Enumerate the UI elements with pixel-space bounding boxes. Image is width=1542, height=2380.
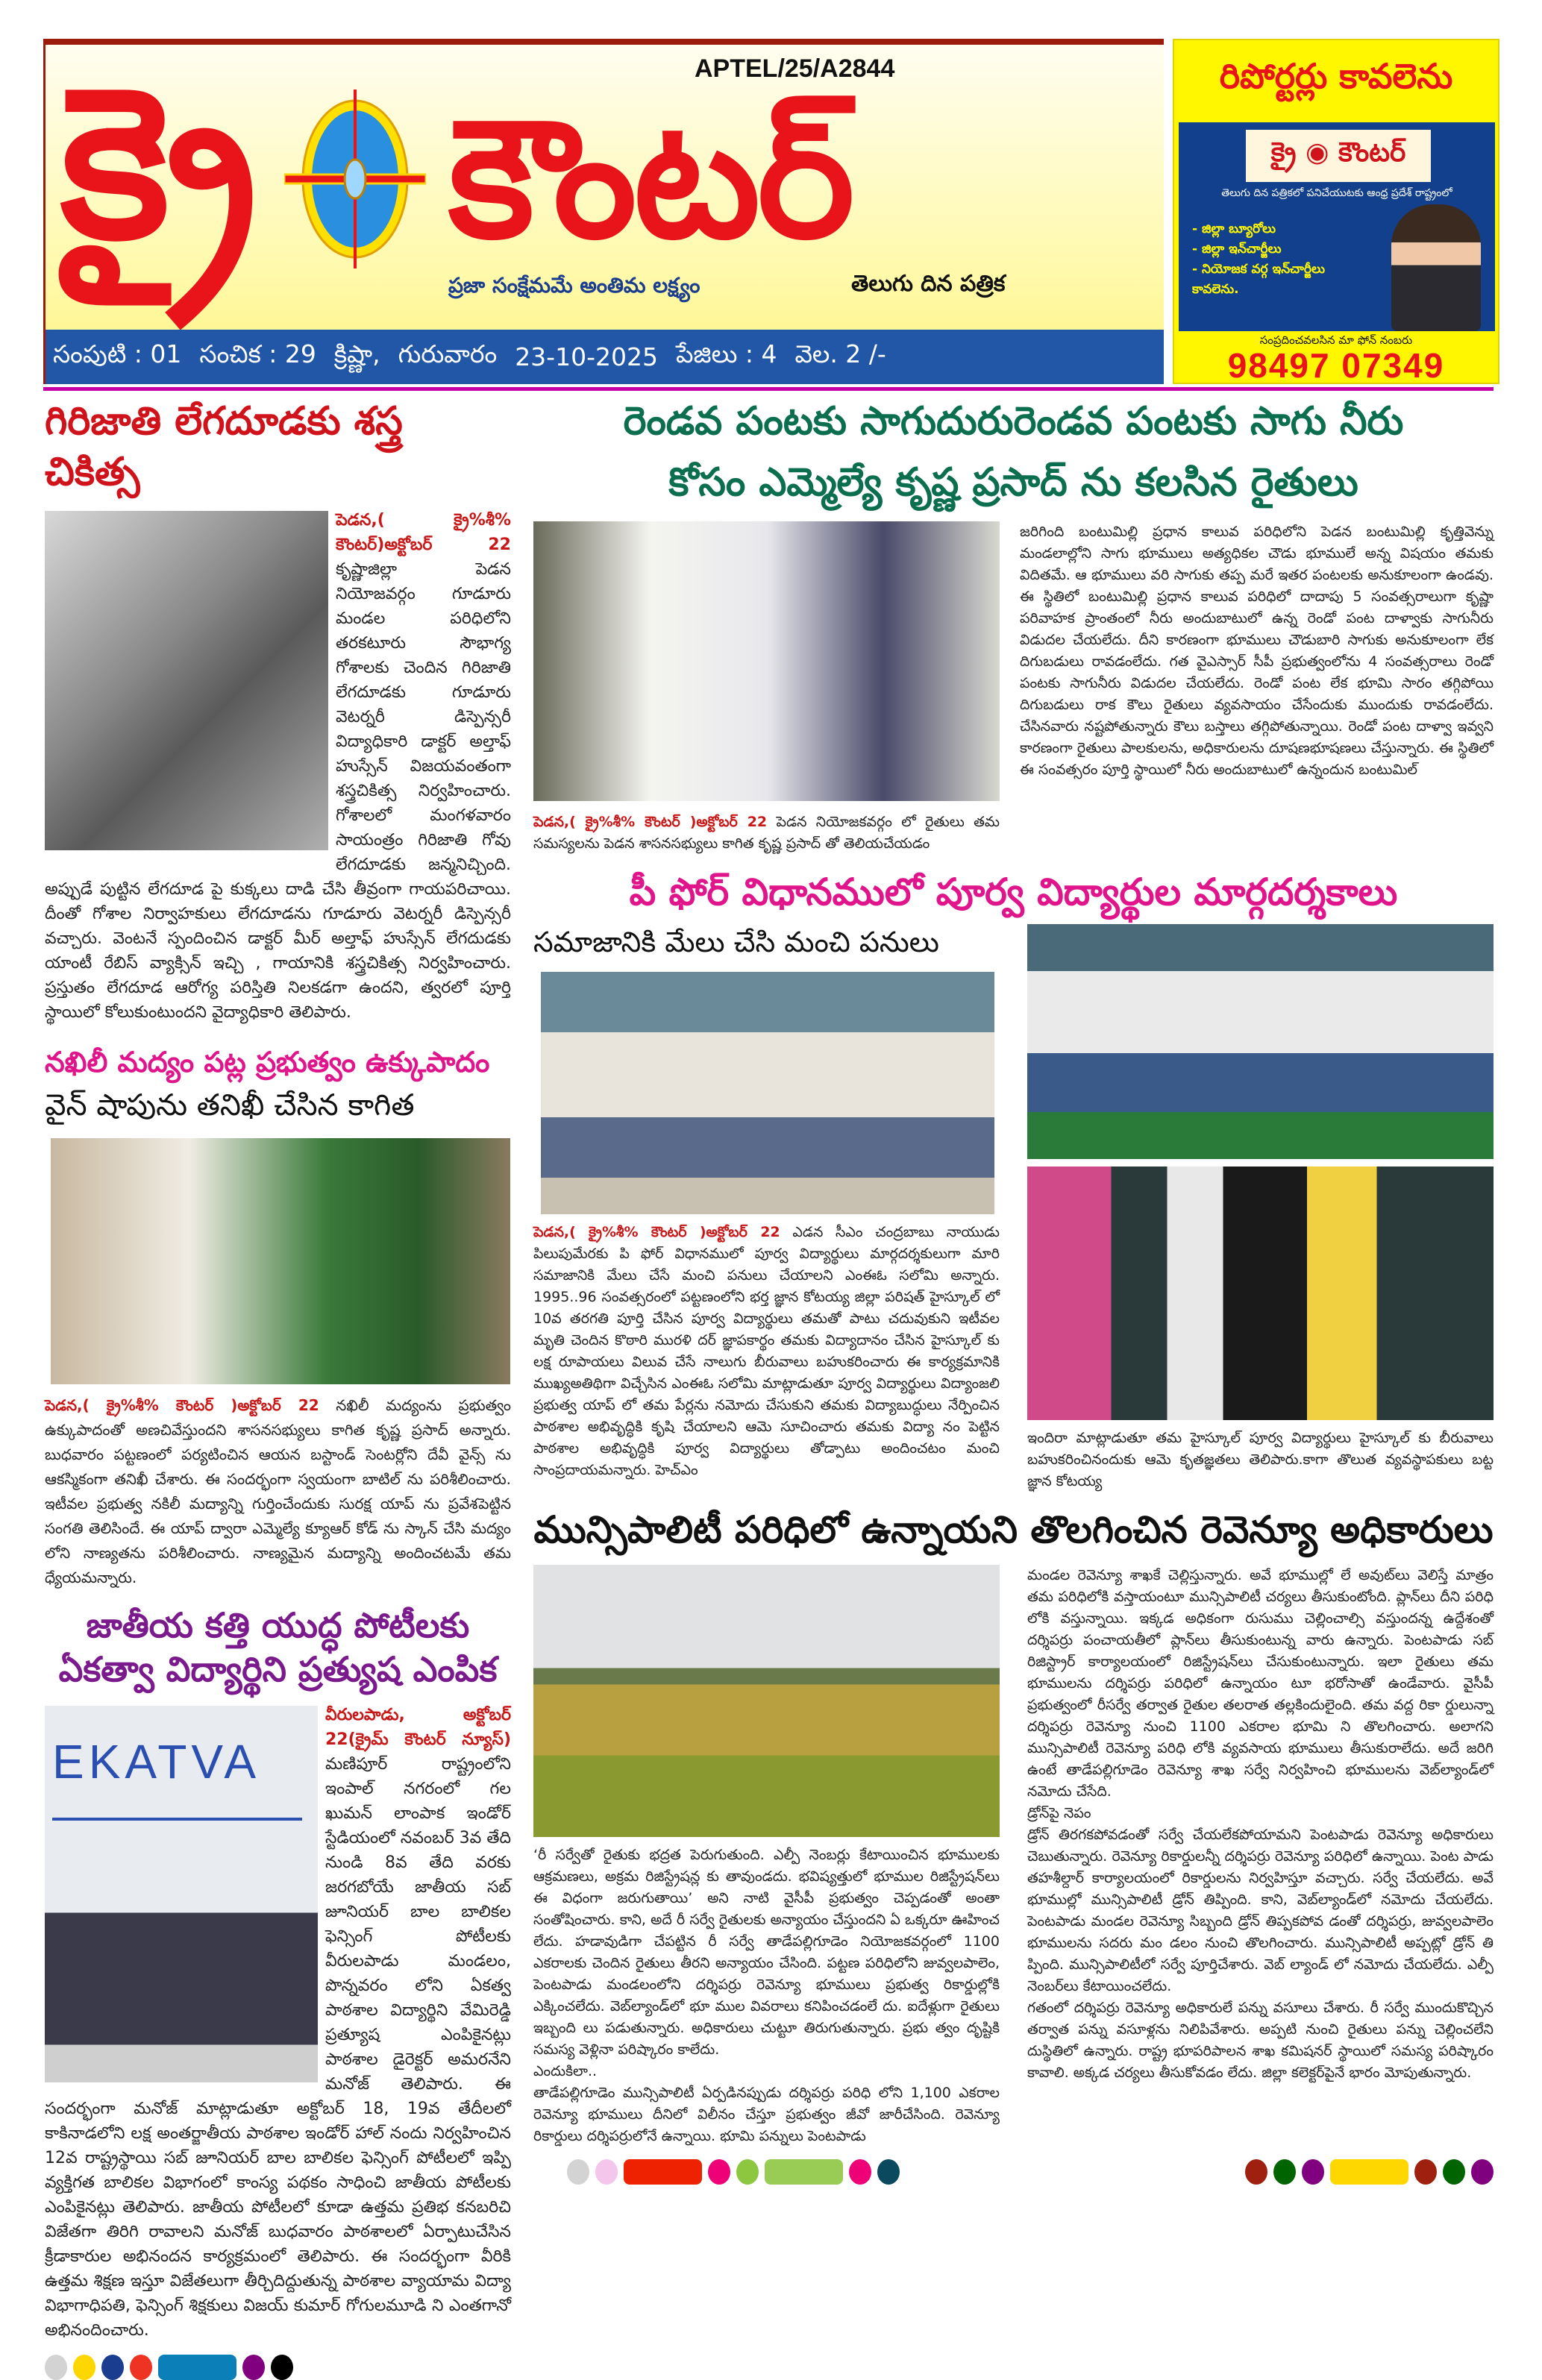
color-dot: [45, 2355, 67, 2380]
masthead: [43, 39, 1164, 384]
registration-number: APTEL/25/A2844: [695, 54, 895, 83]
ad-list: [1192, 219, 1382, 300]
ad-list-item: - నియోజక వర్గ ఇన్‌చార్జీలు: [1192, 262, 1325, 277]
color-strips-row: [533, 2159, 1494, 2185]
place: క్రిష్ణా,: [333, 339, 380, 368]
ad-list-item: - జిల్లా బ్యూరోలు: [1192, 222, 1276, 236]
ad-panel: [1179, 122, 1495, 331]
headline-revenue: మున్సిపాలిటీ పరిధిలో ఉన్నాయని తొలగించిన రెవెన్యూ అధికారులు: [533, 1508, 1494, 1552]
article-body: [533, 1222, 1000, 1481]
volume: సంపుటి : 01: [53, 339, 182, 368]
logo-text-left: క్రై: [60, 43, 257, 286]
article-body: [1027, 1565, 1494, 2084]
article-text: ‘రీ సర్వేతో రైతుకు భద్రత పెరుగుతుంది. ఎల్పీ నెంబర్లు కేటాయించిన భూములకు ఆక్రమణలు, అక్రమ రిజిస్ట్రేషన్ల కు తావుండదు. భవిష్యత్తులో భూముల రిజిస్ట్రేషన్‌లు ఈ విధంగా జరుగుతాయి’ అని నాటి వైసీపీ ప్రభుత్వం చెప్పడంతో అంతా సంతోషించారు. కాని, అదే రీ సర్వే రైతులకు అన్యాయం చేస్తుందని ఏ ఒక్కరూ ఊహించ లేదు. హడావుడిగా చేపట్టిన రీ సర్వే తాడేపల్లిగూడెం నియోజకవర్గంలో 1100 ఎకరాలకు చెందిన రైతులు తీరని అన్యాయం చేసింది. పట్టణ పరిధిలోని జువ్వలపాలెం, పెంటపాడు మండలంలోని దర్శిపర్రు రెవెన్యూ భూములు ప్రభుత్వ రికార్డుల్లోకి ఎక్కించలేదు. వెబ్‌ల్యాండ్‌లో భూ ముల వివరాలు కనిపించడంలే దు. ఐదేళ్లుగా రైతులు ఇబ్బంది లు పడుతున్నారు. అధికారులు చుట్టూ తిరుగుతున్నారు. ప్రభు త్వం దృష్టికి సమస్య వెళ్లినా పరిష్కారం కాలేదు.: [533, 1847, 1000, 2059]
divider: [43, 387, 1494, 391]
color-dot: [101, 2355, 124, 2380]
article-text: గతంలో దర్శిపర్రు రెవెన్యూ అధికారులే పన్ను వసూలు చేశారు. రీ సర్వే ముందుకొచ్చిన తర్వాత పన్ను వసూళ్లను నిలిపివేశారు. అప్పటి నుంచి రైతులు పన్ను చెల్లించలేని దుస్థితిలో ఉన్నారు. రాష్ట్ర భూపరిపాలన శాఖ కమిషనర్ స్థాయిలో సమస్య పరిష్కారం కావాలి. అక్కడ చర్యలు తీసుకోవడం లేదు. జిల్లా కలెక్టర్‌పైనే భారం మోపుతున్నారు.: [1027, 2000, 1494, 2082]
color-bar: [1330, 2159, 1408, 2185]
article-text: కుక్కలు దాడి చేసి తీవ్రంగా గాయపరిచాయి. దీంతో గోశాల నిర్వాహకులు లేగదూడను గూడూరు వెటర్నరీ డిస్పెన్సరీ వచ్చారు. వెంటనే స్పందించిన డాక్టర్ మీర్ అల్తాఫ్ హుస్సేన్ లేగదుడకు యాంటీ రేబిస్ వ్యాక్సిన్ ఇచ్చి , గాయానికి శస్త్రచికిత్స నిర్వహించారు. ప్రస్తుతం లేగదూడ ఆరోగ్య పరిస్తితి నిలకడగా ఉందని, త్వరలో పూర్తి స్థాయిలో కోలుకుంటుందని వైద్యాధికారి తెలిపారు.: [45, 880, 511, 1023]
color-dot: [1414, 2159, 1437, 2185]
headline-irrigation: [533, 397, 1494, 508]
headline-fencing-line1: జాతీయ కత్తి యుద్ధ పోటీలకు: [86, 1604, 470, 1645]
article-text: మండల రెవెన్యూ శాఖకే చెల్లిస్తున్నారు. అవే భూముల్లో లే అవుట్‌లు వెలిస్తే మాత్రం తమ పరిధిలోకి వస్తాయంటూ మున్సిపాలిటీ చర్యలు తీసుకుంటోంది. ప్లాన్‌లు దీని పరిధి లోకి వస్తున్నాయి. ఇక్కడ అధికంగా రుసుము చెల్లించాల్సి వస్తుందన్న ఉద్దేశంతో దర్శిపర్రు పంచాయతీలో ప్లాన్‌లు తీసుకుంటున్న వారు ఉన్నారు. పెంటపాడు సబ్ రిజిస్ట్రార్ కార్యాలయంలో రిజిస్ట్రేషన్‌లు చేసుకుంటున్నారు. ఇలా రైతులు తమ భూములను దర్శిపర్రు పరిధిలో ఉన్నాయం టూ భరోసాతో ఉండేవారు. వైసీపీ ప్రభుత్వంలో రీసర్వే తర్వాత రైతుల తలరాత తల్లకిందులైంది. తమ వద్ద రికా ర్డులున్నా దర్శిపర్రు రెవెన్యూ నుంచి 1100 ఎకరాల భూమి ని తొలగించారు. అలాగని మున్సిపాలిటీ రెవెన్యూ పరిధి లోకి వ్యవసాయ భూములు తీసుకురాలేదు. అదే జరిగి ఉంటే తాడేపల్లిగూడెం రెవెన్యూ శాఖ సర్వే నిర్వహించి భూములను వెబ్‌ల్యాండ్‌లో నమోదు చేసేది.: [1027, 1567, 1494, 1800]
ekatva-sign: EKATVA: [52, 1735, 261, 1789]
date: 23-10-2025: [515, 342, 658, 371]
color-dot: [567, 2159, 589, 2185]
color-dot: [1273, 2159, 1296, 2185]
color-dot: [1443, 2159, 1465, 2185]
color-dot: [1245, 2159, 1267, 2185]
article-subhead: డ్రోన్‌పై నెపం: [1027, 1805, 1091, 1822]
ad-list-item: - జిల్లా ఇన్‌చార్జీలు: [1192, 242, 1282, 257]
tagline: ప్రజా సంక్షేమమే అంతిమ లక్ష్యం: [448, 273, 701, 298]
paddy-field-photo: [533, 1565, 1000, 1837]
color-dot: [242, 2355, 265, 2380]
dateline: పెడన,( క్రై%శీ% కౌంటర్ )అక్టోబర్ 22: [45, 1395, 319, 1414]
irrigation-photo-column: [533, 521, 1000, 855]
color-dot: [595, 2159, 618, 2185]
alumni-group-photo: [541, 972, 994, 1214]
article-fencing: [45, 1703, 511, 2343]
color-dot: [849, 2159, 871, 2185]
subheadline-liquor: వైన్ షాపును తనిఖీ చేసిన కాగిత: [45, 1087, 415, 1123]
article-text: మణిపూర్ రాష్ట్రంలోని ఇంపాల్ నగరంలో గల ఖుమన్ లాంపాక ఇండోర్ స్టేడియంలో నవంబర్ 3వ తేది నుండి 8వ తేది వరకు జరగబోయే జాతీయ సబ్ జూనియర్ బాల బాలికల ఫెన్సింగ్ పోటీలకు వీరులపాడు మండలం, పొన్నవరం లోని ఏకత్వ పాఠశాల విద్యార్థిని వేమిరెడ్డి ప్రత్యూష ఎంపికైనట్లు పాఠశాల డైరెక్టర్ అమరనేని మనోజ్ తెలిపారు. ఈ సందర్భంగా మనోజ్: [45, 1755, 511, 2119]
main-area: [533, 397, 1494, 2185]
ad-contact-label: సంప్రదించవలసిన మా ఫోన్ నంబరు: [1259, 333, 1413, 347]
article-alumni: [533, 924, 1494, 1492]
color-strip: [567, 2159, 900, 2185]
revenue-right-column: [1027, 1565, 1494, 2084]
color-strip: [45, 2355, 511, 2380]
photo-caption: [533, 811, 1000, 855]
ad-phone-number: 98497 07349: [1227, 346, 1445, 385]
left-column: [45, 397, 511, 2380]
article-text: డ్రోన్ తిరగకపోవడంతో సర్వే చేయలేకపోయామని పెంటపాడు రెవెన్యూ అధికారులు చెబుతున్నారు. రెవెన్యూ రికార్డులన్నీ దర్శిపర్రు రెవెన్యూ పరిధిలో ఉన్నాయి. పెంట పాడు తహశీల్దార్ కార్యాలయంలో రికార్డులను నిర్వహిస్తూ వచ్చారు. సర్వే చేయలేదు. అవే భూముల్లో మున్సిపాలిటీ డ్రోన్ తిప్పింది. కాని, వెబ్‌ల్యాండ్‌లో నమోదు చేయలేదు. పెంటపాడు మండల రెవెన్యూ సిబ్బంది డ్రోన్ తిప్పకపోవ డంతో దర్శిపర్రు, జువ్వలపాలెం భూములను సదరు మం డలం నుంచి తొలగించారు. మున్సిపాలిటీ అప్పట్లో డ్రోన్ తి ప్పింది. మున్సిపాలిటీలో సర్వే పూర్తిచేశారు. వెబ్ ల్యాండ్ లో నమోదు చేయలేదు. ఎల్పీ నెంబర్‌లు కేటాయించలేదు.: [1027, 1827, 1494, 1995]
logo-text-right: కౌంటర్: [448, 84, 852, 274]
article-revenue: [533, 1565, 1494, 2147]
article-text: కృష్ణాజిల్లా పెడన నియోజవర్గం గూడూరు మండల పరిధిలోని తరకటూరు సౌభాగ్య గోశాలకు చెందిన గిరిజాతి లేగదూడకు గూడూరు వెటర్నరీ డిస్పెన్సరీ విద్యాధికారి డాక్టర్ అల్తాఫ్ హుస్సేన్ విజయవంతంగా శస్త్రచికిత్స నిర్వహించారు. గోశాలలో మంగళవారం సాయంత్రం గిరిజాతి గోవు లేగదూడకు జన్మనిచ్చింది. అప్పుడే పుట్టిన లేగదూడ పై: [45, 560, 511, 899]
article-body: [45, 1393, 511, 1590]
irrigation-text-column: [1020, 521, 1494, 781]
color-bar: [624, 2159, 702, 2185]
reporters-wanted-ad: [1173, 39, 1499, 384]
headline-liquor: నఖిలీ మద్యం పట్ల ప్రభుత్వం ఉక్కుపాదం: [45, 1046, 490, 1079]
headline-fencing-line2: ఏకత్వా విద్యార్థిని ప్రత్యుష ఎంపిక: [58, 1649, 498, 1690]
statue-garland-photo: [1027, 1167, 1494, 1420]
dateline: పెడన,( క్రై%శీ% కౌంటర్ )అక్టోబర్ 22: [533, 1223, 780, 1240]
photo-caption: ఇందిరా మాట్లాడుతూ తమ హైస్కూల్ పూర్వ విద్యార్థులు హైస్కూల్ కు బీరువాలు బహుకరించినందుకు ఆమె కృతజ్ఞతలు తెలిపారు.కాగా తొలుత వ్యవస్థాపకులు బట్ట జ్ఞాన కోటయ్య: [1027, 1430, 1494, 1490]
sign-underline: [52, 1818, 302, 1821]
globe-crosshair-emblem-icon: [284, 90, 426, 269]
day: గురువారం: [398, 339, 498, 368]
headline-irrigation-line1: రెండవ పంటకు సాగుదురురెండవ పంటకు సాగు నీరు: [623, 399, 1404, 444]
headline-irrigation-line2: కోసం ఎమ్మెల్యే కృష్ణ ప్రసాద్ ను కలసిన రైతులు: [668, 459, 1358, 505]
dateline: పెడన,( క్రై%శీ% కౌంటర్ )అక్టోబర్ 22: [533, 814, 768, 831]
headline-calf: గిరిజాతి లేగదూడకు శస్త్ర చికిత్స: [45, 399, 403, 494]
color-dot: [1471, 2159, 1494, 2185]
subheadline-alumni: సమాజానికి మేలు చేసి మంచి పనులు: [533, 926, 939, 959]
alumni-left-column: [533, 924, 1000, 1481]
wine-shop-inspection-photo: [51, 1138, 510, 1384]
farmers-meet-mla-photo: [533, 521, 1000, 801]
article-text: మాట్లాడుతూ అక్టోబర్ 18, 19వ తేదీలలో కాకినాడలోని లక్ష అంతర్జాతీయ పాఠశాల ఇండోర్ హాల్ నందు నిర్వహించిన 12వ రాష్ట్రస్థాయి సబ్ జూనియర్ బాల బాలికల ఫెన్సింగ్ పోటీలలో ఇప్పి వ్యక్తిగత బాలికల విభాగంలో కాంస్య పథకం సాధించి జాతీయ పోటీలకు ఎంపికైనట్లు తెలిపారు. జాతీయ పోటీలలో కూడా ఉత్తమ ప్రతిభ కనబరిచి విజేతగా తిరిగి రావాలని మనోజ్ బుధవారం పాఠశాలలో ఏర్పాటుచేసిన క్రీడాకారుల అభినందన కార్యక్రమంలో తెలిపారు. ఈ సందర్భంగా వీరికి ఉత్తమ శిక్షణ ఇస్తూ విజేతలుగా తీర్చిదిద్దుతున్న పాఠశాల వ్యాయామ విద్యా విభాగాధిపతి, ఫెన్సింగ్ శిక్షకులు విజయ్ కుమార్ గోగులమూడి ని ఎంతగానో అభినందించారు.: [45, 2100, 511, 2340]
ad-logo: క్రై ◉ కౌంటర్: [1246, 130, 1431, 182]
alumni-handover-photo: [1027, 924, 1494, 1159]
paper-type: తెలుగు దిన పత్రిక: [851, 271, 1006, 297]
color-bar: [158, 2355, 236, 2380]
color-dot: [708, 2159, 730, 2185]
issue: సంచిక : 29: [199, 339, 316, 368]
article-text: తాడేపల్లిగూడెం మున్సిపాలిటీ ఏర్పడినప్పుడు దర్శిపర్రు పరిధి లోని 1,100 ఎకరాల రెవెన్యూ భూములు దీనిలో విలీనం చేస్తూ ప్రభుత్వం జీవో జారీచేసింది. రెవెన్యూ రికార్డులు దర్శిపర్రులోనే ఉన్నాయి. భూమి పన్నులు పెంటపాడు: [533, 2085, 1000, 2145]
color-dot: [877, 2159, 900, 2185]
issue-info-bar: [46, 330, 1164, 384]
article-body: [533, 1844, 1000, 2147]
color-dot: [736, 2159, 759, 2185]
color-dot: [1302, 2159, 1324, 2185]
revenue-left-column: [533, 1565, 1000, 2147]
color-bar: [765, 2159, 843, 2185]
ad-list-item: కావలెను.: [1192, 282, 1239, 297]
color-strip: [1245, 2159, 1494, 2185]
headline-alumni: పీ ఫోర్ విధానములో పూర్వ విద్యార్థుల మార్గదర్శకాలు: [629, 870, 1398, 914]
dateline: వీరులపాడు, అక్టోబర్ 22(క్రైమ్ కౌంటర్ న్యూస్): [325, 1706, 511, 1750]
article-calf: [45, 508, 511, 1025]
ekatva-students-photo: [45, 1706, 318, 2082]
ad-title: రిపోర్టర్లు కావలెను: [1219, 56, 1453, 96]
color-dot: [130, 2355, 152, 2380]
article-subhead: ఎందుకిలా..: [533, 2063, 598, 2080]
price: వెల. 2 /-: [794, 339, 886, 368]
ad-line: తెలుగు దిన పత్రికలో పనిచేయుటకు ఆంధ్ర ప్రదేశ్ రాష్ట్రంలో: [1221, 187, 1452, 199]
alumni-right-column: [1027, 924, 1494, 1492]
calf-surgery-photo: [45, 511, 328, 850]
ad-model-photo: [1391, 204, 1481, 331]
pages: పేజిలు : 4: [675, 339, 777, 368]
headline-fencing: [45, 1604, 511, 1693]
caption-text: పెడన నియోజకవర్గం లో రైతులు తమ సమస్యలను పెడన శాసనసభ్యులు కాగిత కృష్ణ ప్రసాద్ తో తెలియచేయడం: [533, 814, 1000, 853]
article-text: నఖిలీ మద్యంను ప్రభుత్వం ఉక్కుపాదంతో అణచివేస్తుందని శాసనసభ్యులు కాగిత కృష్ణ ప్రసాద్ అన్నారు. బుధవారం పట్టణంలో పర్యటించిన ఆయన బస్టాండ్ సెంటర్లోని దేవీ వైన్స్ ను ఆకస్మికంగా తనిఖీ చేశారు. ఈ సందర్భంగా స్వయంగా బాటిల్ ను పరిశీలించారు. ఇటీవల ప్రభుత్వ నకిలీ మద్యాన్ని గుర్తించేందుకు సురక్ష యాప్ ను ప్రవేశపెట్టిన సంగతి తెలిసిందే. ఈ యాప్ ద్వారా ఎమ్మెల్యే క్యూఆర్ కోడ్ ను స్కాన్ చేసి మద్యం లోని నాణ్యతను పరిశీలించారు. నాణ్యమైన మద్యాన్ని అందించటమే తమ ధ్యేయమన్నారు.: [45, 1395, 511, 1586]
color-dot: [271, 2355, 293, 2380]
article-irrigation: [533, 521, 1494, 855]
color-dot: [73, 2355, 95, 2380]
dateline: పెడన,( క్రై%శీ% కౌంటర్)అక్టోబర్ 22: [336, 511, 511, 555]
article-text: ఎడన సీఎం చంద్రబాబు నాయుడు పిలుపుమేరకు పి ఫోర్ విధానములో పూర్వ విద్యార్థులు మార్గదర్శకులుగా మారి సమాజానికి మేలు చేసే మంచి పనులు చేయాలని ఎంఈఓ సలోమి అన్నారు. 1995..96 సంవత్సరంలో పట్టణంలోని భర్త జ్ఞాన కోటయ్య జిల్లా పరిషత్ హైస్కూల్ లో 10వ తరగతి పూర్తి చేసిన పూర్వ విద్యార్థులు తమతో పాటు చదువుకుని ఇటీవల మృతి చెందిన కొఠారి మురళి దర్ జ్ఞాపకార్థం తమకు విద్యాదానం చేసిన హైస్కూల్ కు లక్ష రూపాయలు విలువ చేసే నాలుగు బీరువాలు బహుకరించారు ఈ కార్యక్రమానికి ముఖ్యఅతిథిగా విచ్చేసిన ఎంఈఓ సలోమి మాట్లాడుతూ పూర్వ విద్యార్థులు విద్యాంజలి ప్రభుత్వ యాప్ లో తమ పేర్లను నమోదు చేసుకుని తమకు విద్యాబుద్ధులు నేర్పించిన పాఠశాల అభివృద్ధికి కృషి చేయాలని ఆమె సూచించారు తమకు విద్యా నం పెట్టిన పాఠశాల అభివృద్ధికి పూర్వ విద్యార్థులు తోడ్పాటు అందించటం మంచి సాంప్రదాయమన్నారు. హెచ్ఎం: [533, 1223, 1000, 1478]
article-body: జరిగింది బంటుమిల్లి ప్రధాన కాలువ పరిధిలోని పెడన బంటుమిల్లి కృత్తివెన్ను మండలాల్లోని సాగు భూములు అత్యధికల చౌడు భూములే అన్న విషయం తమకు విదితమే. ఆ భూములు వరి సాగుకు తప్ప మరే ఇతర పంటలకు అనుకూలంగా ఉండవు. ఈ స్థితిలో బంటుమిల్లి ప్రధాన కాలువ పరిధిలో దాదాపు 5 సంవత్సరాలుగా కృష్ణా పరివాహక ప్రాంతంలో నీరు అందుబాటులో ఉన్న రెండో పంట దాళ్వాకు సాగునీరు విడుదల చేయలేదు. దీని కారణంగా భూములు చౌడుబారి సాగుకు అనుకూలంగా లేక దిగుబడులు రావడంలేదు. గత వైఎస్సార్ సీపీ ప్రభుత్వంలోను 4 సంవత్సరాలు రెండో పంటకు సాగునీరు విడుదల చేయలేదు. రెండో పంట లేక భూమి సారం తగ్గిపోయి దిగుబడులు రాక కౌలు రైతులు వ్యవసాయం చేసేందుకు ముందుకు రావడంలేదు. చేసినవారు నష్టపోతున్నారు కౌలు బస్తాలు తగ్గిపోతున్నాయి. రెండో పంట దాళ్వా ఇవ్వని కారణంగా రైతులు పాలకులను, అధికారులను దూషణభూషణలు చేస్తున్నారు. ఈ స్థితిలో ఈ సంవత్సరం పూర్తి స్థాయిలో నీరు అందుబాటులో ఉన్నందున బంటుమిల్: [1020, 524, 1494, 779]
